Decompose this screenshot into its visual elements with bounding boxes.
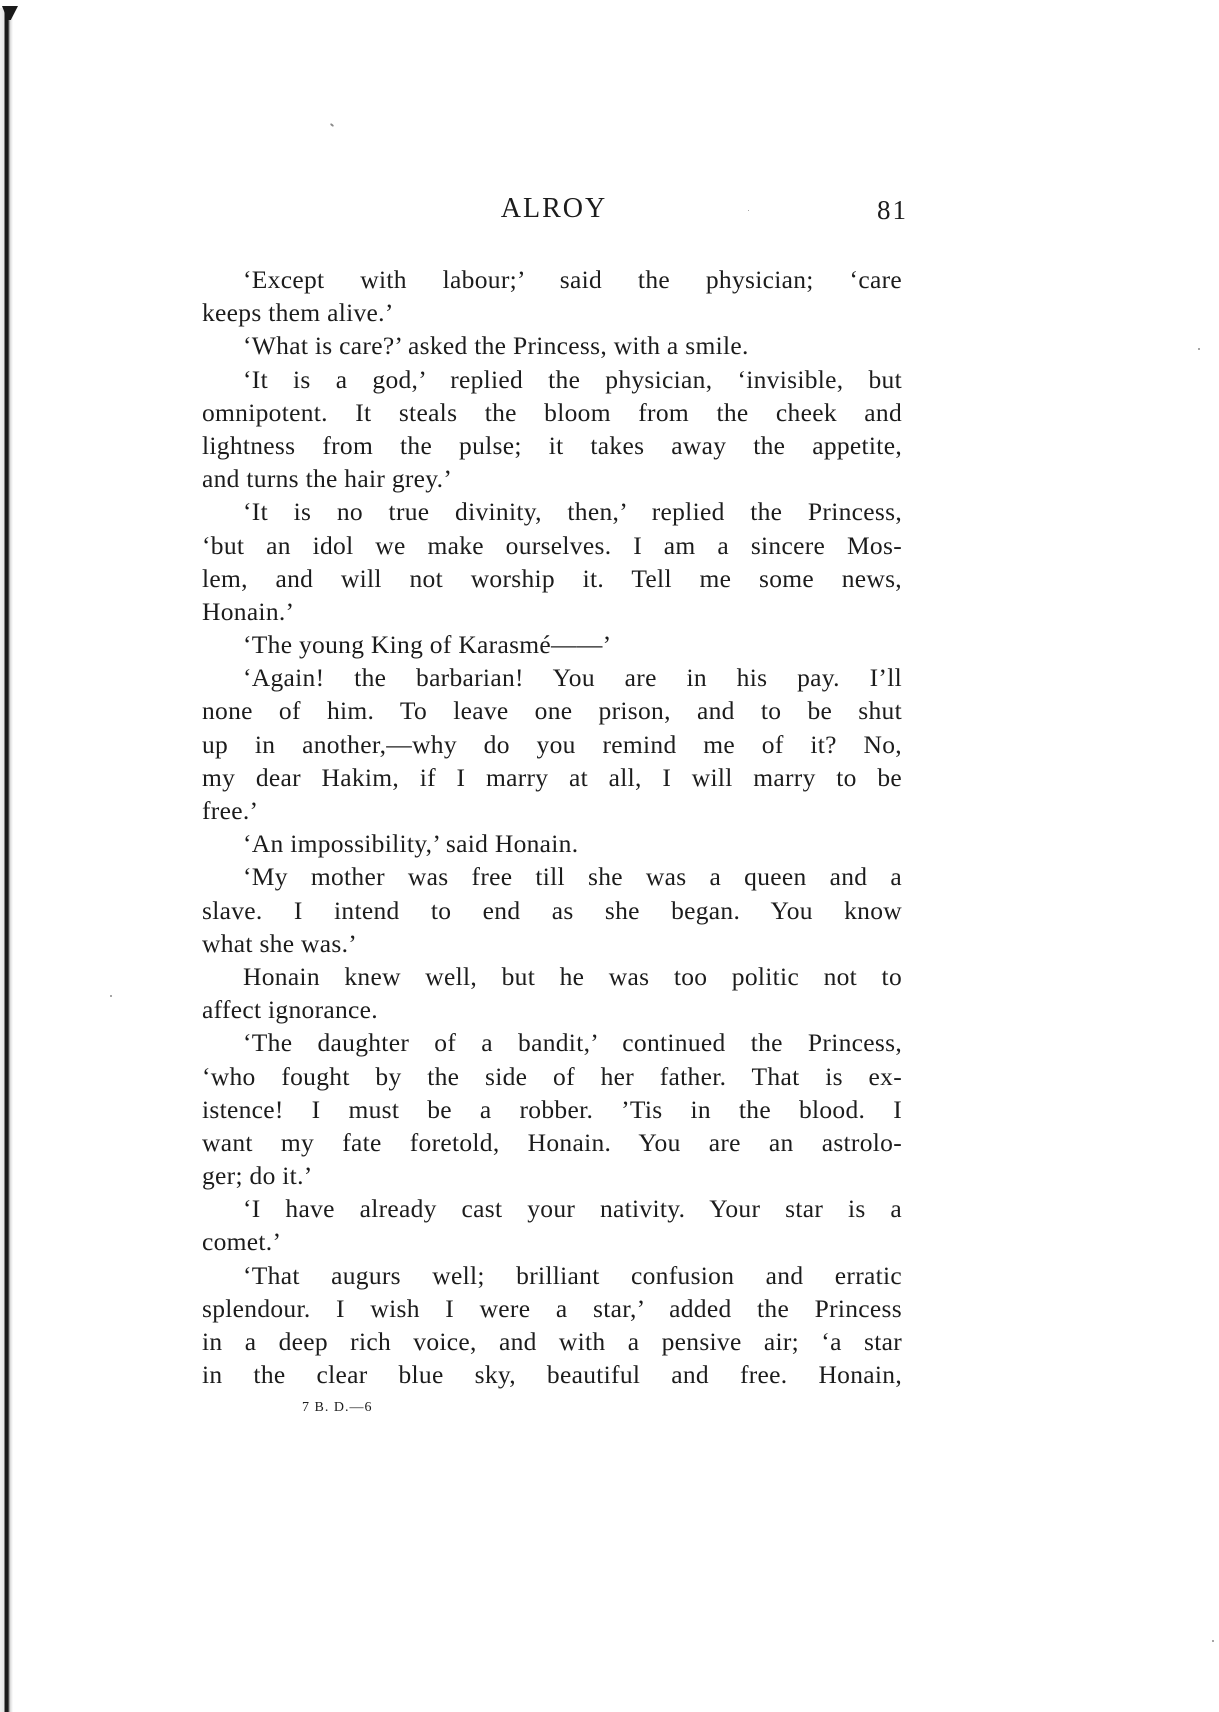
page-binding-edge <box>0 8 13 1712</box>
text-line: lem, and will not worship it. Tell me some news, <box>202 563 902 593</box>
text-line: ‘Again! the barbarian! You are in his pay. I’ll <box>243 663 902 693</box>
text-line: slave. I intend to end as she began. You know <box>202 895 902 925</box>
paper-speck <box>1198 348 1200 350</box>
text-line: keeps them alive.’ <box>202 298 394 328</box>
paper-speck <box>330 123 334 127</box>
text-line: comet.’ <box>202 1227 282 1257</box>
text-line: ‘That augurs well; brilliant confusion and erratic <box>243 1260 902 1290</box>
text-line: up in another,—why do you remind me of it? No, <box>202 729 902 759</box>
text-line: istence! I must be a robber. ’Tis in the blood. I <box>202 1094 902 1124</box>
text-line: what she was.’ <box>202 928 358 958</box>
text-line: ‘It is a god,’ replied the physician, ‘invisible, but <box>243 364 902 394</box>
paper-speck <box>1212 1640 1214 1642</box>
text-line: ‘I have already cast your nativity. Your star is a <box>243 1194 902 1224</box>
text-line: ‘who fought by the side of her father. That is ex- <box>202 1061 902 1091</box>
text-line: ‘The young King of Karasmé——’ <box>243 630 612 660</box>
text-line: none of him. To leave one prison, and to be shut <box>202 696 902 726</box>
text-line: ‘but an idol we make ourselves. I am a sincere Mos- <box>202 530 902 560</box>
paper-speck <box>110 995 112 997</box>
signature-mark: 7 B. D.—6 <box>302 1400 373 1415</box>
text-line: ‘It is no true divinity, then,’ replied the Princess, <box>243 497 902 527</box>
page-number: 81 <box>877 195 908 225</box>
text-line: Honain.’ <box>202 596 295 626</box>
body-text <box>202 263 902 1391</box>
text-line: in the clear blue sky, beautiful and free. Honain, <box>202 1360 902 1390</box>
text-line: Honain knew well, but he was too politic not to <box>243 961 902 991</box>
text-line: ‘My mother was free till she was a queen and a <box>243 862 902 892</box>
text-line: my dear Hakim, if I marry at all, I will marry to be <box>202 762 902 792</box>
text-line: ‘The daughter of a bandit,’ continued the Princess, <box>243 1028 902 1058</box>
running-head <box>200 193 908 233</box>
text-line: ‘What is care?’ asked the Princess, with a smile. <box>243 331 749 361</box>
text-line: ‘An impossibility,’ said Honain. <box>243 829 579 859</box>
running-title: ALROY <box>500 193 608 224</box>
text-line: splendour. I wish I were a star,’ added the Princess <box>202 1293 902 1323</box>
text-line: want my fate foretold, Honain. You are an astrolo- <box>202 1127 902 1157</box>
text-line: lightness from the pulse; it takes away the appetite, <box>202 430 902 460</box>
text-line: ger; do it.’ <box>202 1161 313 1191</box>
text-line: free.’ <box>202 796 259 825</box>
text-line: and turns the hair grey.’ <box>202 464 453 494</box>
text-line: ‘Except with labour;’ said the physician; ‘care <box>243 265 902 294</box>
text-line: omnipotent. It steals the bloom from the cheek and <box>202 397 902 427</box>
text-line: affect ignorance. <box>202 995 378 1025</box>
text-line: in a deep rich voice, and with a pensive air; ‘a star <box>202 1327 902 1356</box>
